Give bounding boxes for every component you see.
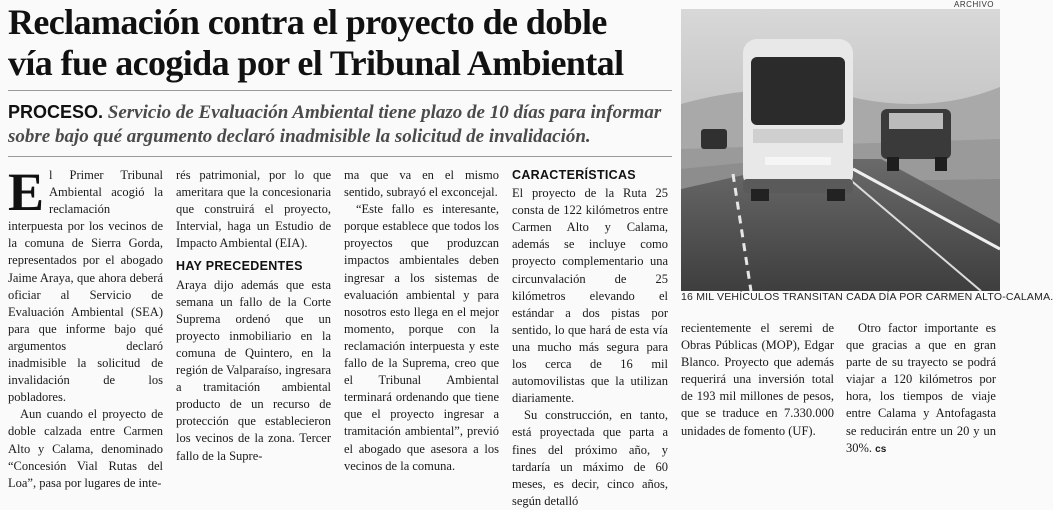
- headline-line-1: Reclamación contra el proyecto de doble: [8, 2, 607, 42]
- lead-divider: [8, 156, 672, 157]
- lead-kicker: PROCESO.: [8, 102, 104, 122]
- headline-line-2: vía fue acogida por el Tribunal Ambiental: [8, 43, 624, 83]
- paragraph: ma que va en el mismo sentido, subrayó el exconcejal.: [344, 168, 499, 200]
- paragraph-text: Otro factor importante es que gracias a que en gran parte de su trayecto se podrá viajar a 120 kilómetros por hora, los tiempos de viaje entre Calama y Antofagasta se reducirán entre un 20 y un 30%.: [846, 321, 996, 455]
- paragraph: Su construcción, en tanto, está proyectada que parta a fines del próximo año, y tardaría un máximo de 60 meses, es decir, cinco años, según detalló: [512, 408, 668, 508]
- headline: [8, 2, 676, 84]
- article-column-3: [344, 167, 499, 475]
- article-column-2: [176, 167, 331, 465]
- paragraph: El proyecto de la Ruta 25 consta de 122 kilómetros entre Carmen Alto y Calama, además se incluye como proyecto complementario una circunvalación de 25 kilómetros elevando el estándar a dos pistas por sentido, lo que hará de esta vía una mucho más segura para los cerca de 16 mil automovilistas que la utilizan diariamente.: [512, 186, 668, 406]
- paragraph: rés patrimonial, por lo que ameritara que la concesionaria que construirá el proyecto, Intervial, haga un Estudio de Impacto Ambiental (EIA).: [176, 168, 331, 251]
- highway-bus-image: [681, 9, 1000, 291]
- paragraph: Araya dijo además que esta semana un fallo de la Corte Suprema ordenó que un proyecto inmobiliario en la comuna de Quintero, en la región de Valparaíso, ingresara a tramitación ambiental producto de un recurso de protección que establecieron los vecinos de la zona. Tercer fallo de la Supre-: [176, 277, 331, 463]
- article-column-4: [512, 167, 668, 510]
- headline-divider: [8, 90, 672, 91]
- lead-paragraph: [8, 100, 676, 149]
- article-column-6: [846, 320, 996, 458]
- paragraph: “Este fallo es interesante, porque establece que todos los proyectos que produzcan impactos ambientales deben ingresar a los sistemas de evaluación ambiental y para nosotros esto llega en el mejor momento, porque con la reclamación interpuesta y este fallo de la Suprema, creo que el Tribunal Ambiental terminará ordenando que tiene que el proyecto ingresar a tramitación ambiental”, previó el abogado que asesora a los vecinos de la comuna.: [344, 202, 499, 473]
- paragraph: Aun cuando el proyecto de doble calzada entre Carmen Alto y Calama, denominado “Concesión Vial Rutas del Loa”, pasa por lugares de inte-: [8, 407, 163, 490]
- bus-photo: [681, 9, 1000, 291]
- paragraph: recientemente el seremi de Obras Públicas (MOP), Edgar Blanco. Proyecto que además requerirá una inversión total de 193 mil millones de pesos, que se traduce en 7.330.000 unidades de fomento (UF).: [681, 321, 834, 438]
- paragraph-text: l Primer Tribunal Ambiental acogió la reclamación interpuesta por los vecinos de la comuna de Sierra Gorda, representados por el abogado Jaime Araya, que ahora deberá oficiar al Servicio de Evaluación Ambiental (SEA) para que informe bajo qué argumentos declaró inadmisible la solicitud de invalidación de los pobladores.: [8, 168, 163, 405]
- drop-cap: E: [8, 162, 45, 222]
- photo-credit: ARCHIVO: [954, 0, 994, 9]
- article-column-1: [8, 162, 163, 492]
- article-column-5: [681, 320, 834, 440]
- lead-text: Servicio de Evaluación Ambiental tiene plazo de 10 días para informar sobre bajo qué argumento declaró inadmisible la solicitud de invalidación.: [8, 102, 662, 147]
- photo-caption: 16 MIL VEHÍCULOS TRANSITAN CADA DÍA POR CARMEN ALTO-CALAMA.: [681, 291, 1053, 303]
- end-mark: cs: [875, 443, 887, 455]
- subhead: CARACTERÍSTICAS: [512, 168, 636, 182]
- paragraph: [846, 320, 996, 458]
- paragraph: [8, 162, 163, 406]
- subhead: HAY PRECEDENTES: [176, 259, 303, 274]
